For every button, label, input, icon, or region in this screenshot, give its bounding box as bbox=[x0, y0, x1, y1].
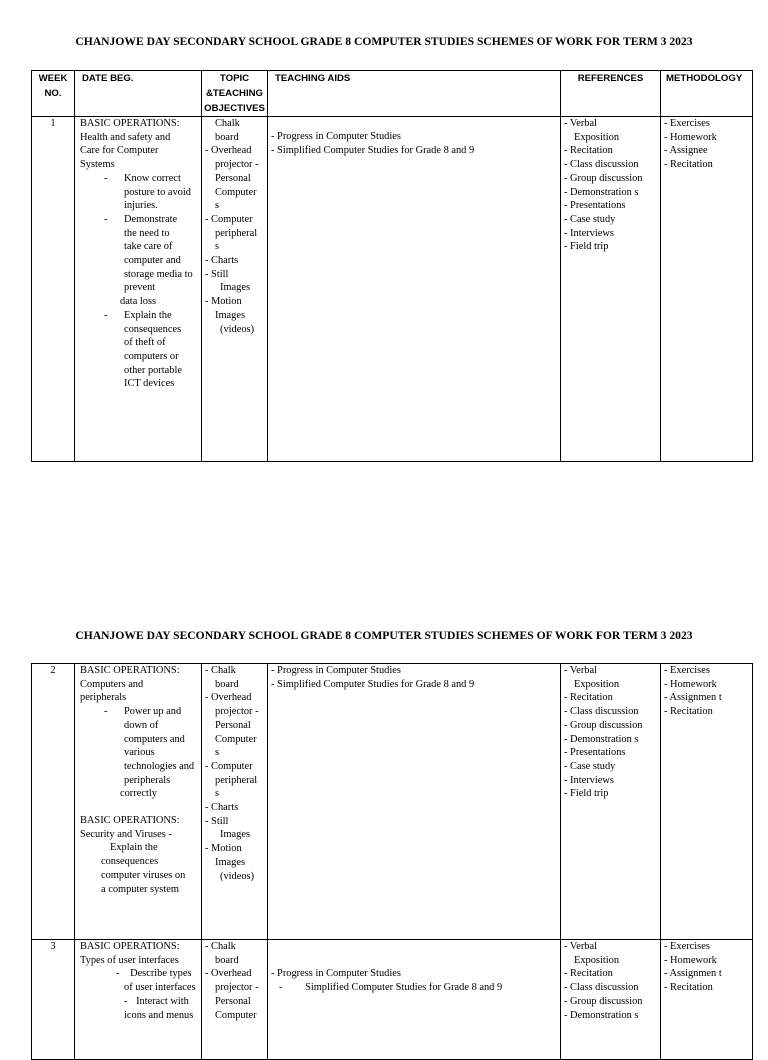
scheme-table-2 bbox=[31, 663, 753, 1060]
teaching-aids-list: - Chalk board - Overhead projector - Personal Computer bbox=[202, 940, 268, 1060]
assessment-list: - Exercises - Homework - Assignmen t - Recitation bbox=[661, 664, 753, 940]
objective-item: - Power up and down of computers and various technologies and peripherals bbox=[104, 706, 195, 786]
methods-list: - Verbal Exposition - Recitation - Class discussion - Group discussion - Demonstration s - Presentations - Case study - Interviews - Field trip bbox=[561, 664, 661, 940]
week-number: 1 bbox=[32, 117, 75, 462]
methods-list: - Verbal Exposition - Recitation - Class discussion - Group discussion - Demonstration s bbox=[561, 940, 661, 1060]
objective-item: - Demonstrate the need to take care of computer and storage media to prevent bbox=[104, 213, 193, 294]
header-date: DATE BEG. bbox=[75, 71, 202, 117]
objective-item: - Know correct posture to avoid injuries. bbox=[104, 172, 191, 212]
header-topic: TOPIC &TEACHING OBJECTIVES bbox=[202, 71, 268, 117]
date-topic-cell: BASIC OPERATIONS: Types of user interfaces - Describe types of user interfaces - Interact with icons and menus bbox=[75, 940, 202, 1060]
references-books: - Progress in Computer Studies - Simplified Computer Studies for Grade 8 and 9 bbox=[268, 940, 561, 1060]
date-topic-cell: BASIC OPERATIONS: Health and safety and Care for Computer Systems - Know correct posture to avoid injuries. - Demonstrate the need to take care of computer and storage media to prevent data loss - Explain the consequences of theft of computers or other portable ICT devices bbox=[75, 117, 202, 462]
week-number: 2 bbox=[32, 664, 75, 940]
header-teaching-aids: TEACHING AIDS bbox=[268, 71, 561, 117]
assessment-list: - Exercises - Homework - Assignee - Recitation bbox=[661, 117, 753, 462]
teaching-aids-list: - Chalk board - Overhead projector - Personal Computer s - Computer peripheral s - Charts - Still Images - Motion Images (videos) bbox=[202, 664, 268, 940]
objective-item: - Explain the consequences of theft of computers or other portable ICT devices bbox=[104, 309, 182, 390]
header-references: REFERENCES bbox=[561, 71, 661, 117]
methods-list: - Verbal Exposition - Recitation - Class discussion - Group discussion - Demonstration s - Presentations - Case study - Interviews - Field trip bbox=[561, 117, 661, 462]
references-books: - Progress in Computer Studies - Simplified Computer Studies for Grade 8 and 9 bbox=[268, 117, 561, 462]
header-methodology: METHODOLOGY bbox=[661, 71, 753, 117]
document-title: CHANJOWE DAY SECONDARY SCHOOL GRADE 8 COMPUTER STUDIES SCHEMES OF WORK FOR TERM 3 2023 bbox=[75, 35, 693, 48]
document-title-repeat: CHANJOWE DAY SECONDARY SCHOOL GRADE 8 COMPUTER STUDIES SCHEMES OF WORK FOR TERM 3 2023 bbox=[75, 629, 693, 642]
header-week: WEEK NO. bbox=[32, 71, 75, 117]
date-topic-cell: BASIC OPERATIONS: Computers and peripherals - Power up and down of computers and various technologies and peripherals correctly BASIC OPERATIONS: Security and Viruses - Explain the consequences computer viruses on a computer system bbox=[75, 664, 202, 940]
week-number: 3 bbox=[32, 940, 75, 1060]
scheme-table-1 bbox=[31, 70, 753, 462]
teaching-aids-list: Chalk board - Overhead projector - Personal Computer s - Computer peripheral s - Charts - Still Images - Motion Images (videos) bbox=[202, 117, 268, 462]
references-books: - Progress in Computer Studies - Simplified Computer Studies for Grade 8 and 9 bbox=[268, 664, 561, 940]
assessment-list: - Exercises - Homework - Assignmen t - Recitation bbox=[661, 940, 753, 1060]
